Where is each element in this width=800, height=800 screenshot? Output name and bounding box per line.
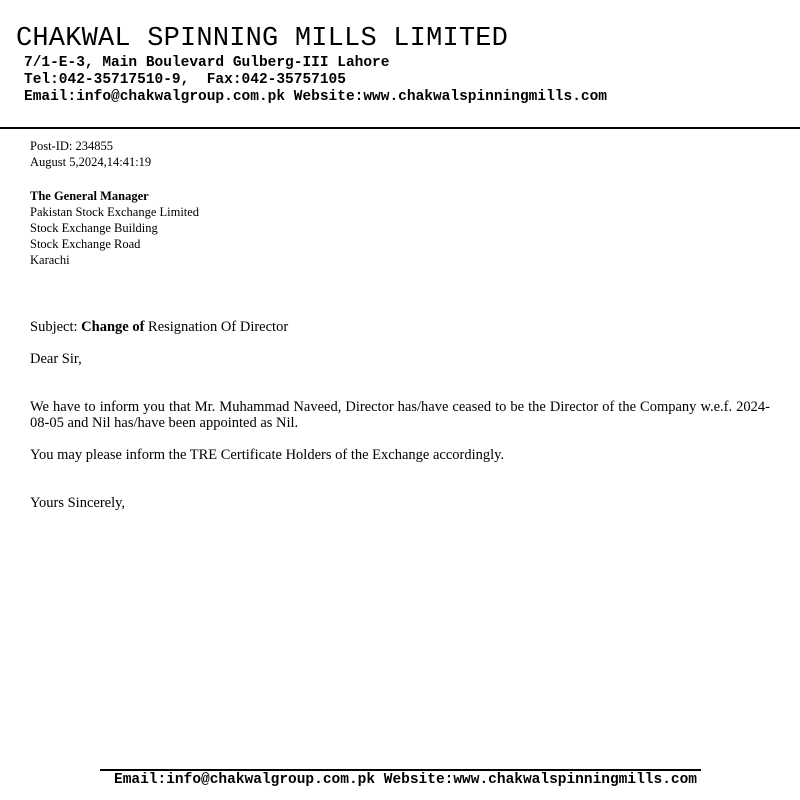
company-name: CHAKWAL SPINNING MILLS LIMITED xyxy=(16,24,509,54)
company-email-website: Email:info@chakwalgroup.com.pk Website:www.chakwalspinningmills.com xyxy=(24,89,607,105)
letter-paragraph-1: We have to inform you that Mr. Muhammad Naveed, Director has/have ceased to be the Director of the Company w.e.f. 2024-08-05 and Nil has/have been appointed as Nil. xyxy=(30,399,770,431)
post-datetime: August 5,2024,14:41:19 xyxy=(30,155,152,169)
subject-text: Resignation Of Director xyxy=(144,319,289,335)
subject-label: Subject: xyxy=(30,319,82,335)
company-address: 7/1-E-3, Main Boulevard Gulberg-III Lahore xyxy=(24,55,390,71)
recipient-line: Pakistan Stock Exchange Limited xyxy=(30,205,200,219)
subject-line xyxy=(30,319,770,335)
footer-email-website: Email:info@chakwalgroup.com.pk Website:www.chakwalspinningmills.com xyxy=(114,772,697,788)
footer-divider xyxy=(100,769,701,771)
letter-paragraph-2: You may please inform the TRE Certificate Holders of the Exchange accordingly. xyxy=(30,447,505,463)
closing: Yours Sincerely, xyxy=(30,495,126,511)
company-phone-fax: Tel:042-35717510-9, Fax:042-35757105 xyxy=(24,72,346,88)
recipient-address xyxy=(30,188,199,268)
recipient-line: Karachi xyxy=(30,253,70,267)
letterhead xyxy=(0,0,800,129)
recipient-title: The General Manager xyxy=(30,189,149,203)
subject-bold: Change of xyxy=(81,319,145,335)
post-id: Post-ID: 234855 xyxy=(30,139,113,153)
recipient-line: Stock Exchange Road xyxy=(30,237,141,251)
recipient-line: Stock Exchange Building xyxy=(30,221,158,235)
salutation: Dear Sir, xyxy=(30,351,82,367)
